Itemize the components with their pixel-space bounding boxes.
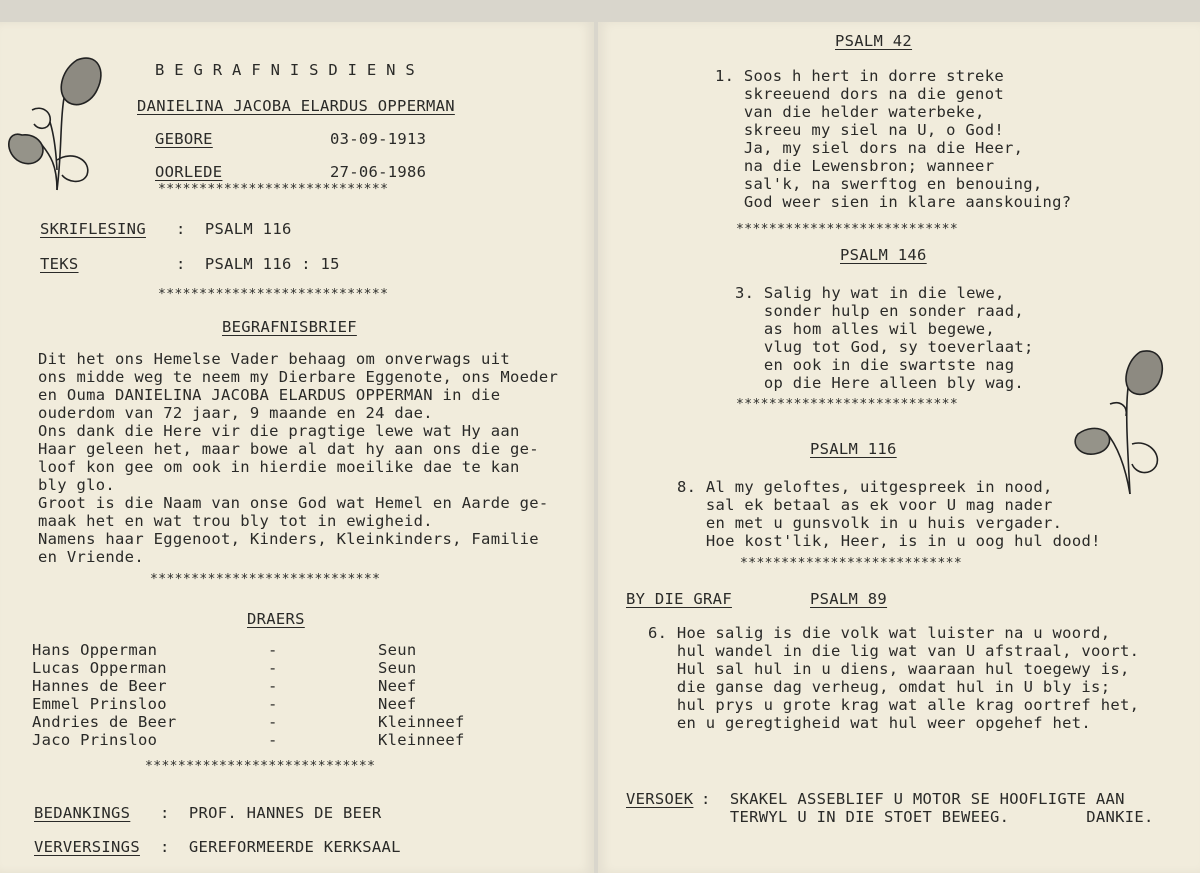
bearer-relation: Seun [378, 659, 417, 677]
psalm-42-heading: PSALM 42 [835, 32, 913, 50]
verse-line: as hom alles wil begewe, [735, 320, 996, 338]
died-date: 27-06-1986 [330, 163, 427, 181]
psalm-146-heading: PSALM 146 [840, 246, 927, 264]
request-line: TERWYL U IN DIE STOET BEWEEG. DANKIE. [701, 808, 1154, 826]
letter-line: Ons dank die Here vir die pragtige lewe wat Hy aan [38, 422, 520, 440]
thanks-value: : PROF. HANNES DE BEER [160, 804, 382, 822]
verse-line: die ganse dag verheug, omdat hul in U bly is; [648, 678, 1111, 696]
bearer-dash: - [268, 677, 278, 695]
separator: *************************** [736, 222, 959, 237]
psalm-116-heading: PSALM 116 [810, 440, 897, 458]
letter-line: maak het en wat trou bly tot in ewigheid. [38, 512, 433, 530]
calla-lily-illustration [1070, 344, 1170, 504]
bearer-name: Lucas Opperman [32, 659, 167, 677]
letter-line: loof kon gee om ook in hierdie moeilike dae te kan [38, 458, 520, 476]
letter-line: en Vriende. [38, 548, 144, 566]
verse-line: 8. Al my geloftes, uitgespreek in nood, [677, 478, 1053, 496]
separator: *************************** [736, 397, 959, 412]
bearer-name: Hannes de Beer [32, 677, 167, 695]
request-line: : SKAKEL ASSEBLIEF U MOTOR SE HOOFLIGTE AAN [701, 790, 1125, 808]
letter-line: Dit het ons Hemelse Vader behaag om onverwags uit [38, 350, 510, 368]
bearer-name: Andries de Beer [32, 713, 177, 731]
verse-line: hul wandel in die lig wat van U afstraal, voort. [648, 642, 1140, 660]
right-page [598, 22, 1200, 873]
psalm-89-heading: PSALM 89 [810, 590, 888, 608]
refresh-value: : GEREFORMEERDE KERKSAAL [160, 838, 401, 856]
deceased-name: DANIELINA JACOBA ELARDUS OPPERMAN [137, 97, 455, 115]
verse-line: 3. Salig hy wat in die lewe, [735, 284, 1005, 302]
bearer-dash: - [268, 695, 278, 713]
bearer-relation: Kleinneef [378, 713, 465, 731]
separator: **************************** [158, 182, 389, 197]
bearer-dash: - [268, 659, 278, 677]
scripture-value: : PSALM 116 [176, 220, 292, 238]
letter-line: Groot is die Naam van onse God wat Hemel en Aarde ge- [38, 494, 549, 512]
letter-line: Haar geleen het, maar bowe al dat hy aan ons die ge- [38, 440, 539, 458]
refresh-label: VERVERSINGS [34, 838, 140, 856]
bearer-relation: Neef [378, 677, 417, 695]
grave-label: BY DIE GRAF [626, 590, 732, 608]
bearer-relation: Kleinneef [378, 731, 465, 749]
verse-line: vlug tot God, sy toeverlaat; [735, 338, 1034, 356]
born-label: GEBORE [155, 130, 213, 148]
verse-line: en ook in die swartste nag [735, 356, 1015, 374]
bearer-name: Jaco Prinsloo [32, 731, 158, 749]
verse-line: sal'k, na swerftog en benouing, [715, 175, 1043, 193]
verse-line: skreeuend dors na die genot [715, 85, 1004, 103]
verse-line: van die helder waterbeke, [715, 103, 985, 121]
verse-line: na die Lewensbron; wanneer [715, 157, 995, 175]
separator: **************************** [158, 287, 389, 302]
bearer-dash: - [268, 713, 278, 731]
left-page [0, 22, 594, 873]
scripture-label: SKRIFLESING [40, 220, 146, 238]
verse-line: hul prys u grote krag wat alle krag oortref het, [648, 696, 1140, 714]
bearer-dash: - [268, 731, 278, 749]
thanks-label: BEDANKINGS [34, 804, 131, 822]
separator: *************************** [740, 556, 963, 571]
verse-line: God weer sien in klare aanskouing? [715, 193, 1072, 211]
letter-line: bly glo. [38, 476, 116, 494]
born-date: 03-09-1913 [330, 130, 427, 148]
died-label: OORLEDE [155, 163, 223, 181]
text-label: TEKS [40, 255, 79, 273]
verse-line: en u geregtigheid wat hul weer opgehef het. [648, 714, 1092, 732]
bearer-name: Emmel Prinsloo [32, 695, 167, 713]
verse-line: skreeu my siel na U, o God! [715, 121, 1004, 139]
bearer-relation: Neef [378, 695, 417, 713]
text-value: : PSALM 116 : 15 [176, 255, 340, 273]
verse-line: Ja, my siel dors na die Heer, [715, 139, 1024, 157]
bearer-dash: - [268, 641, 278, 659]
separator: **************************** [145, 759, 376, 774]
verse-line: sal ek betaal as ek voor U mag nader [677, 496, 1053, 514]
verse-line: Hoe kost'lik, Heer, is in u oog hul dood! [677, 532, 1101, 550]
verse-line: 1. Soos h hert in dorre streke [715, 67, 1004, 85]
verse-line: sonder hulp en sonder raad, [735, 302, 1024, 320]
letter-line: ouderdom van 72 jaar, 9 maande en 24 dae. [38, 404, 433, 422]
bearer-name: Hans Opperman [32, 641, 158, 659]
bearers-heading: DRAERS [247, 610, 305, 628]
letter-line: Namens haar Eggenoot, Kinders, Kleinkinders, Familie [38, 530, 539, 548]
letter-line: en Ouma DANIELINA JACOBA ELARDUS OPPERMAN in die [38, 386, 501, 404]
verse-line: op die Here alleen bly wag. [735, 374, 1024, 392]
separator: **************************** [150, 572, 381, 587]
letter-heading: BEGRAFNISBRIEF [222, 318, 357, 336]
verse-line: Hul sal hul in u diens, waaraan hul toegewy is, [648, 660, 1130, 678]
bearer-relation: Seun [378, 641, 417, 659]
request-label: VERSOEK [626, 790, 694, 808]
verse-line: en met u gunsvolk in u huis vergader. [677, 514, 1063, 532]
verse-line: 6. Hoe salig is die volk wat luister na u woord, [648, 624, 1111, 642]
service-title: B E G R A F N I S D I E N S [155, 61, 416, 79]
calla-lily-illustration [2, 50, 112, 200]
letter-line: ons midde weg te neem my Dierbare Eggenote, ons Moeder [38, 368, 559, 386]
